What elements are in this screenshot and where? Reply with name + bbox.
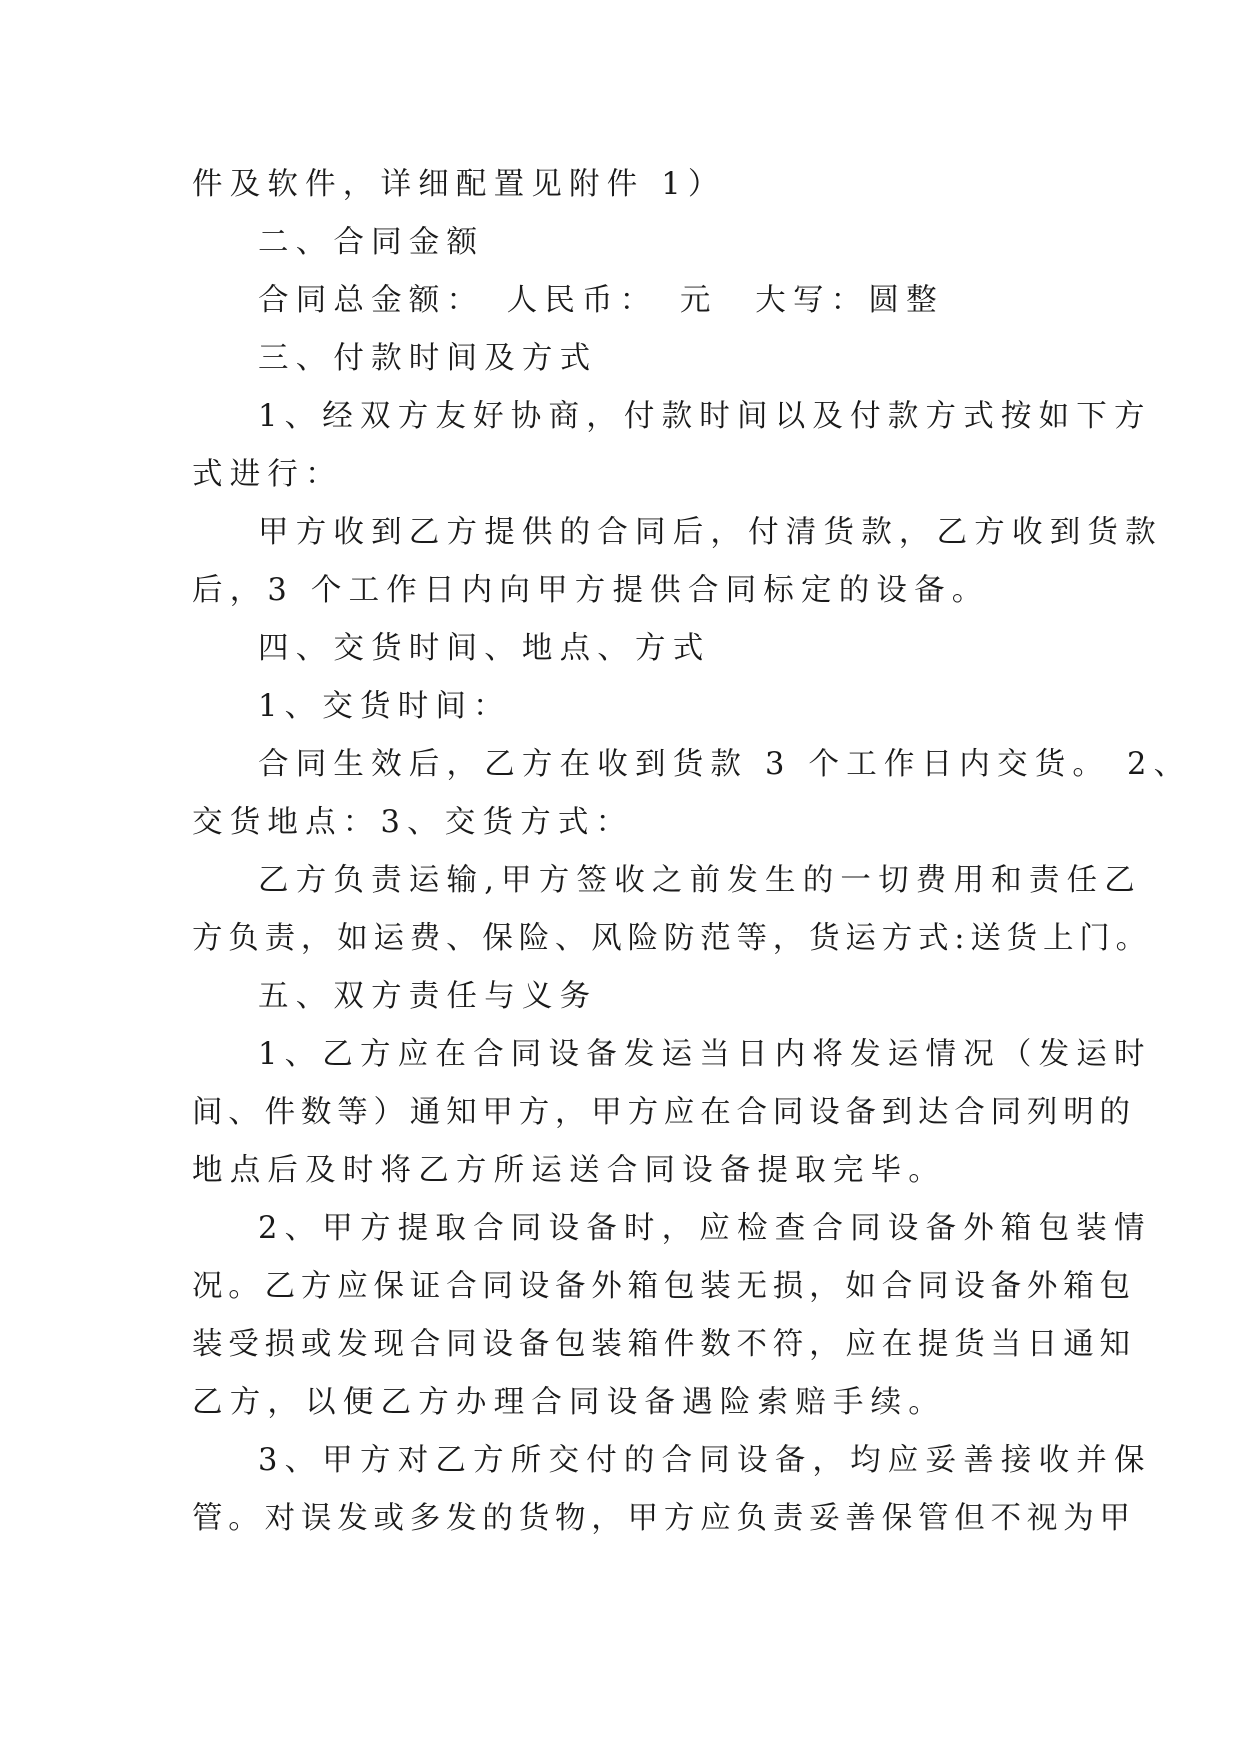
text-line: 管。对误发或多发的货物，甲方应负责妥善保管但不视为甲 <box>192 1501 1136 1536</box>
text-line: 式进行： <box>192 457 343 492</box>
text-line: 乙方负责运输,甲方签收之前发生的一切费用和责任乙 <box>258 863 1142 898</box>
text-line: 后，3 个工作日内向甲方提供合同标定的设备。 <box>192 573 990 608</box>
text-line: 合同生效后，乙方在收到货款 3 个工作日内交货。 2、 <box>258 747 1192 782</box>
text-line: 况。乙方应保证合同设备外箱包装无损，如合同设备外箱包 <box>192 1269 1136 1304</box>
text-line: 甲方收到乙方提供的合同后，付清货款，乙方收到货款 <box>258 515 1163 550</box>
text-line: 1、乙方应在合同设备发运当日内将发运情况（发运时 <box>258 1037 1152 1072</box>
section-heading: 四、交货时间、地点、方式 <box>258 631 711 666</box>
text-line: 交货地点：3、交货方式： <box>192 805 634 840</box>
text-line: 1、交货时间： <box>258 689 511 724</box>
text-line: 件及软件，详细配置见附件 1） <box>192 167 726 202</box>
text-line: 1、经双方友好协商，付款时间以及付款方式按如下方 <box>258 399 1152 434</box>
text-line: 方负责，如运费、保险、风险防范等，货运方式:送货上门。 <box>192 921 1152 956</box>
text-line: 间、件数等）通知甲方，甲方应在合同设备到达合同列明的 <box>192 1095 1136 1130</box>
text-line: 装受损或发现合同设备包装箱件数不符，应在提货当日通知 <box>192 1327 1136 1362</box>
text-line: 2、甲方提取合同设备时，应检查合同设备外箱包装情 <box>258 1211 1152 1246</box>
section-heading: 五、双方责任与义务 <box>258 979 598 1014</box>
text-line: 乙方，以便乙方办理合同设备遇险索赔手续。 <box>192 1385 946 1420</box>
text-line: 3、甲方对乙方所交付的合同设备，均应妥善接收并保 <box>258 1443 1152 1478</box>
section-heading: 二、合同金额 <box>258 225 485 260</box>
text-line: 地点后及时将乙方所运送合同设备提取完毕。 <box>192 1153 946 1188</box>
text-line: 合同总金额： 人民币： 元 大写：圆整 <box>258 283 944 318</box>
section-heading: 三、付款时间及方式 <box>258 341 598 376</box>
